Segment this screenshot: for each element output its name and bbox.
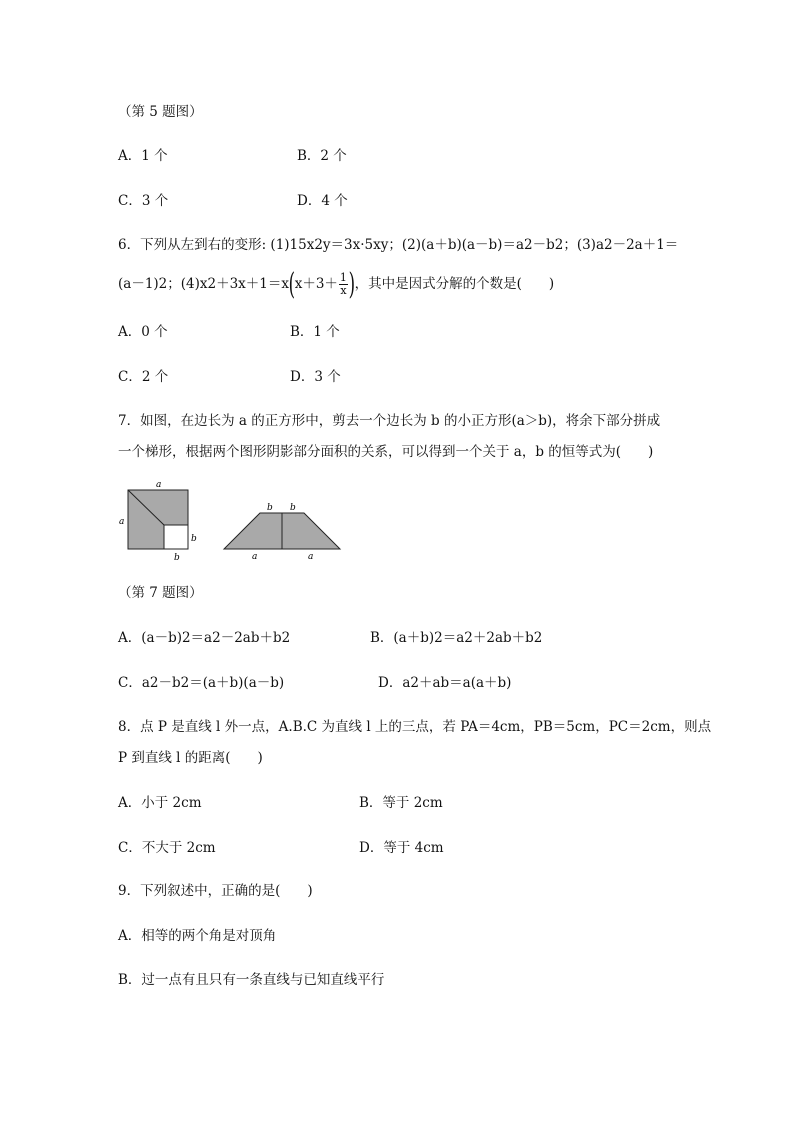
label-trap-bottom-left: a	[252, 552, 258, 562]
q8-option-b: B．等于 2cm	[359, 795, 443, 811]
q5-option-d: D．4 个	[297, 193, 348, 209]
q5-option-a: A．1 个	[118, 148, 168, 164]
q6-stem-part-a: (a－1)2；(4)x2＋3x＋1＝x	[118, 276, 289, 292]
square-figure	[119, 480, 197, 563]
q8-stem-line1: 8．点 P 是直线 l 外一点，A.B.C 为直线 l 上的三点，若 PA＝4cm，PB＝5cm，PC＝2cm，则点	[118, 719, 712, 735]
q5-option-c: C．3 个	[118, 193, 169, 209]
q7-figure	[112, 478, 352, 568]
figure-caption-q7: （第 7 题图）	[118, 585, 203, 601]
q9-stem: 9．下列叙述中，正确的是( )	[118, 883, 313, 899]
trapezoid-figure	[224, 503, 340, 562]
q7-option-b: B．(a＋b)2＝a2＋2ab＋b2	[370, 630, 543, 646]
q8-option-d: D．等于 4cm	[359, 840, 444, 856]
q6-option-c: C．2 个	[118, 369, 169, 385]
q9-option-a: A．相等的两个角是对顶角	[118, 928, 277, 944]
label-small-bottom: b	[174, 553, 180, 563]
label-square-left: a	[119, 517, 125, 527]
left-paren-symbol: (	[288, 266, 296, 302]
q6-stem-line2	[118, 266, 555, 302]
label-trap-top-left: b	[267, 503, 273, 513]
label-trap-top-right: b	[290, 503, 296, 513]
q6-option-a: A．0 个	[118, 324, 168, 340]
q7-option-d: D．a2＋ab＝a(a＋b)	[378, 675, 512, 691]
right-paren-symbol: )	[348, 266, 356, 302]
q8-option-c: C．不大于 2cm	[118, 840, 216, 856]
label-trap-bottom-right: a	[308, 552, 314, 562]
q6-stem-line1: 6．下列从左到右的变形: (1)15x2y＝3x·5xy；(2)(a＋b)(a－b)＝a2－b2；(3)a2－2a＋1＝	[118, 237, 679, 253]
fraction-one-over-x: $\frac{1}{x}$	[339, 271, 347, 297]
q6-stem-part-b: x＋3＋	[294, 276, 338, 292]
label-square-top: a	[156, 480, 162, 490]
q5-option-b: B．2 个	[297, 148, 347, 164]
q7-option-c: C．a2－b2＝(a＋b)(a－b)	[118, 675, 285, 691]
q9-option-b: B．过一点有且只有一条直线与已知直线平行	[118, 972, 385, 988]
label-small-right: b	[191, 534, 197, 544]
q7-stem-line2: 一个梯形，根据两个图形阴影部分面积的关系，可以得到一个关于 a，b 的恒等式为( )	[118, 444, 654, 460]
q6-option-b: B．1 个	[290, 324, 340, 340]
q7-option-a: A．(a－b)2＝a2－2ab＋b2	[118, 630, 291, 646]
q7-stem-line1: 7．如图，在边长为 a 的正方形中，剪去一个边长为 b 的小正方形(a＞b)，将余下部分拼成	[118, 413, 661, 429]
q6-option-d: D．3 个	[290, 369, 341, 385]
q8-stem-line2: P 到直线 l 的距离( )	[118, 750, 263, 766]
figure-caption-q5: （第 5 题图）	[118, 104, 203, 120]
q6-stem-part-c: ，其中是因式分解的个数是( )	[354, 276, 555, 292]
q8-option-a: A．小于 2cm	[118, 795, 202, 811]
